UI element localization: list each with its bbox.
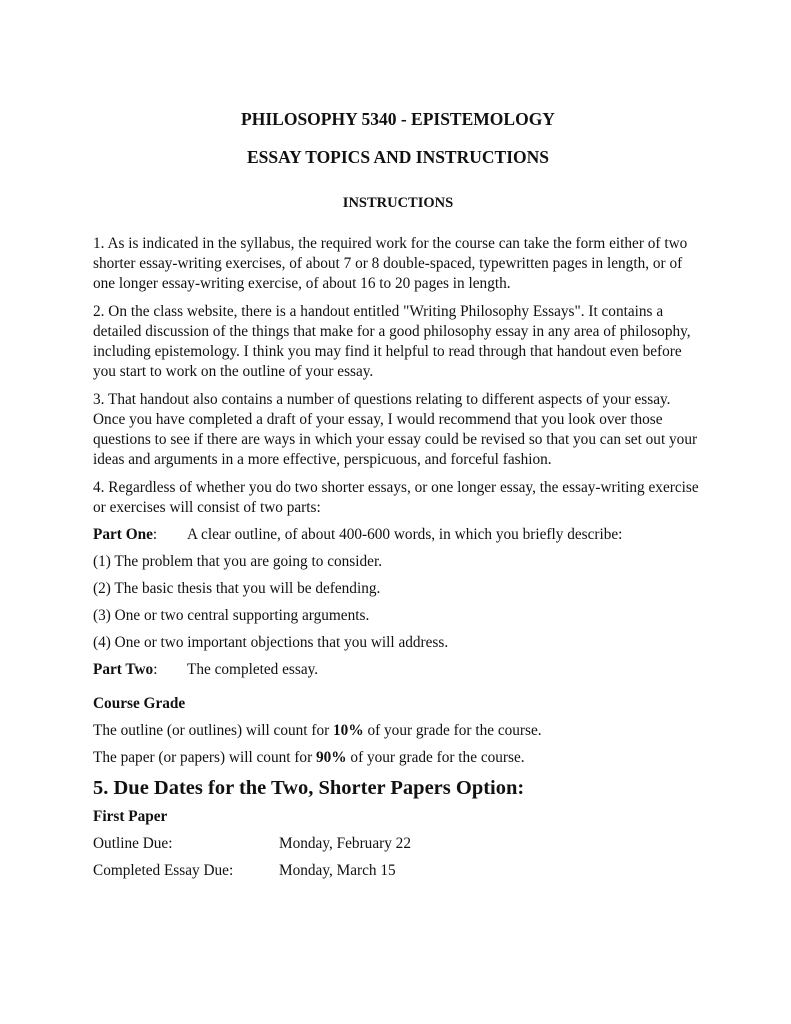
paper-grade-line <box>93 748 703 768</box>
part-one-label: Part One <box>93 526 153 543</box>
paragraph-1: 1. As is indicated in the syllabus, the required work for the course can take the form either of two shorter essay-writing exercises, of about 7 or 8 double-spaced, typewritten pages in length, or of one longer essay-writing exercise, of about 16 to 20 pages in length. <box>93 235 688 292</box>
document-subtitle: ESSAY TOPICS AND INSTRUCTIONS <box>247 147 549 167</box>
outline-item: (2) The basic thesis that you will be defending. <box>93 580 381 597</box>
due-row-value: Monday, February 22 <box>279 835 411 852</box>
document-page <box>93 106 703 881</box>
part-one-line <box>93 525 703 545</box>
outline-item: (1) The problem that you are going to consider. <box>93 553 383 570</box>
part-two-label-wrap <box>93 660 187 680</box>
part-one-colon: : <box>152 526 158 543</box>
part-two-label: Part Two <box>93 661 154 678</box>
outline-grade-line <box>93 721 703 741</box>
outline-grade-pre: The outline (or outlines) will count for <box>93 722 334 739</box>
paper-grade-pre: The paper (or papers) will count for <box>93 749 316 766</box>
paper-grade-post: of your grade for the course. <box>346 749 525 766</box>
due-row-outline <box>93 834 703 854</box>
paragraph-2: 2. On the class website, there is a handout entitled "Writing Philosophy Essays". It contains a detailed discussion of the things that make for a good philosophy essay in any area of philosophy, including epistemology. I think you may find it helpful to read through that handout even before you start to work on the outline of your essay. <box>93 303 691 380</box>
due-row-completed-essay <box>93 861 703 881</box>
outline-item: (3) One or two central supporting arguments. <box>93 607 370 624</box>
due-row-label: Outline Due: <box>93 835 173 852</box>
due-row-value: Monday, March 15 <box>279 862 396 879</box>
part-one-text: A clear outline, of about 400-600 words, in which you briefly describe: <box>187 526 623 543</box>
paper-grade-pct: 90% <box>316 749 347 766</box>
part-two-colon: : <box>153 661 158 678</box>
course-grade-heading: Course Grade <box>93 695 186 712</box>
due-row-label: Completed Essay Due: <box>93 862 234 879</box>
part-two-line <box>93 660 703 680</box>
outline-grade-post: of your grade for the course. <box>363 722 542 739</box>
part-one-label-wrap <box>93 525 187 545</box>
part-two-text: The completed essay. <box>187 661 319 678</box>
document-title: PHILOSOPHY 5340 - EPISTEMOLOGY <box>241 109 555 129</box>
paragraph-4: 4. Regardless of whether you do two shorter essays, or one longer essay, the essay-writing exercise or exercises will consist of two parts: <box>93 479 699 516</box>
outline-item: (4) One or two important objections that you will address. <box>93 634 449 651</box>
paragraph-3: 3. That handout also contains a number of questions relating to different aspects of your essay. Once you have completed a draft of your essay, I would recommend that you look over those questions to see if there are ways in which your essay could be revised so that you can set out your ideas and arguments in a more effective, perspicuous, and forceful fashion. <box>93 391 698 468</box>
first-paper-heading: First Paper <box>93 808 168 825</box>
outline-grade-pct: 10% <box>333 722 364 739</box>
instructions-heading: INSTRUCTIONS <box>342 195 454 211</box>
due-dates-heading: 5. Due Dates for the Two, Shorter Papers Option: <box>93 777 525 799</box>
